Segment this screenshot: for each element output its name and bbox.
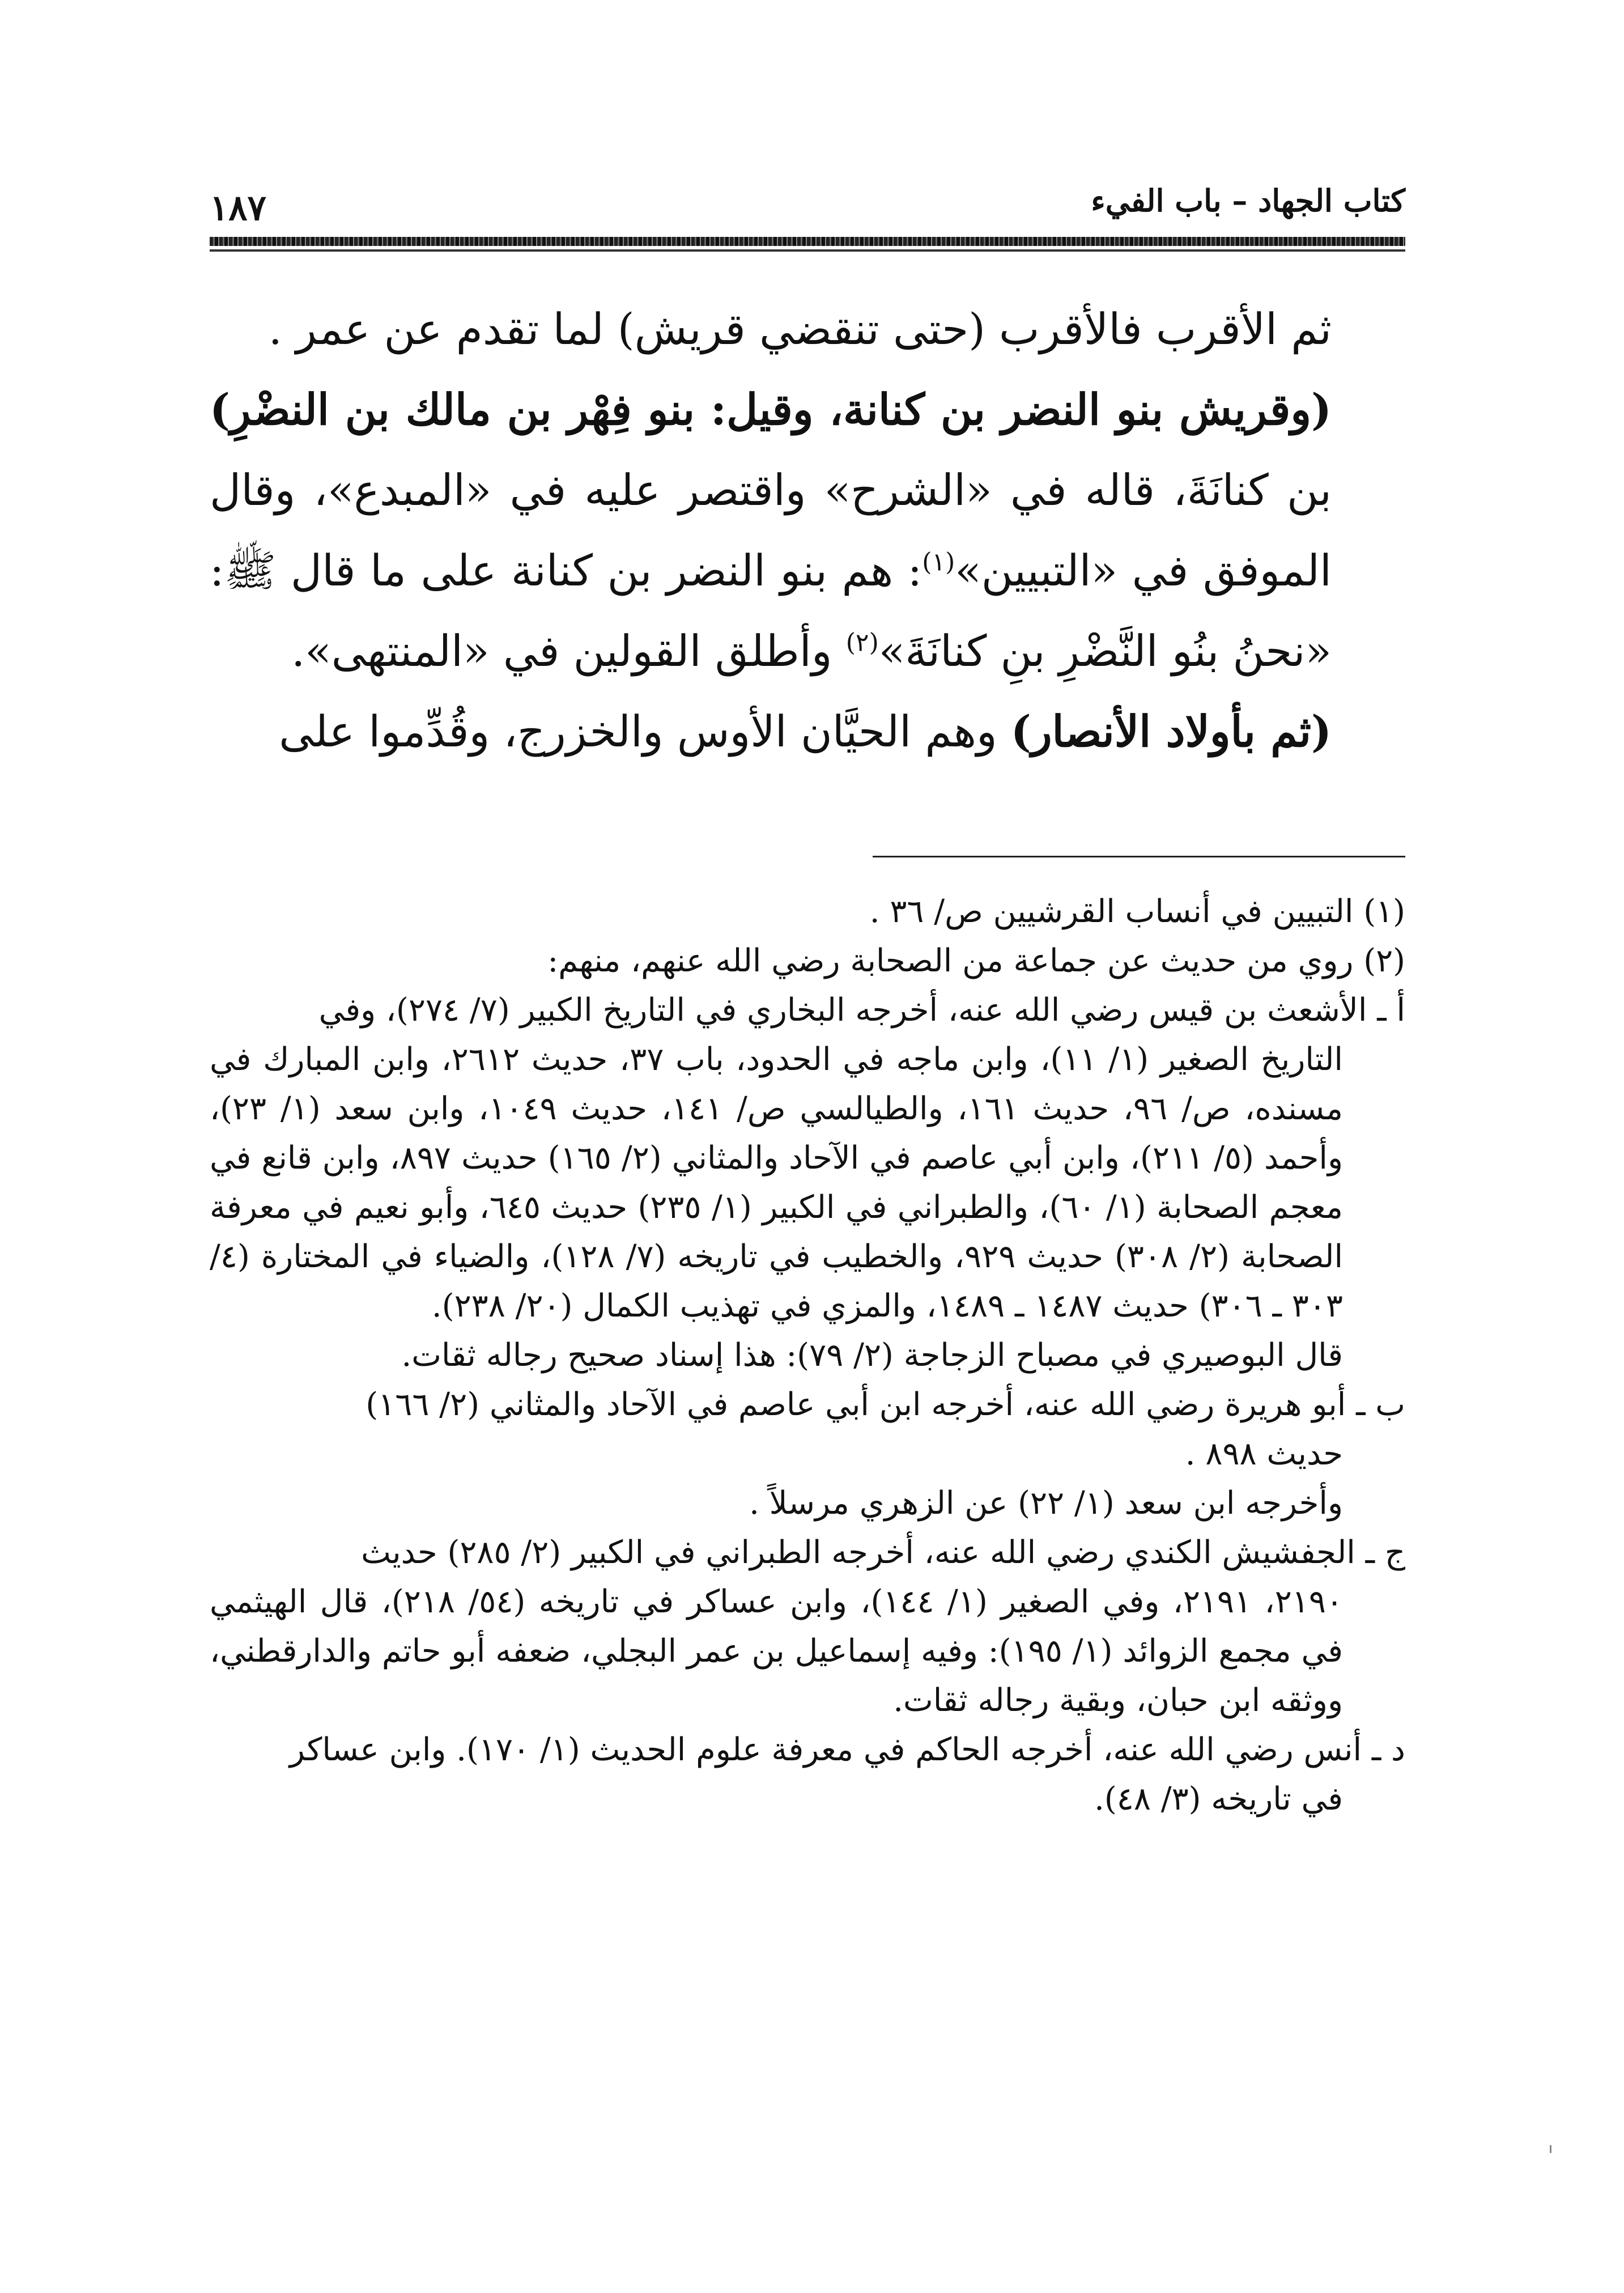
footnote-1: (١) التبيين في أنساب القرشيين ص/ ٣٦ .: [869, 893, 1405, 930]
paragraph-2-bold: (وقريش بنو النضر بن كنانة، وقيل: بنو فِهْر بن مالك بن النضْرِ): [210, 384, 1332, 435]
footnote-2-c-head: ج ـ الجفشيش الكندي رضي الله عنه، أخرجه الطبراني في الكبير (٢/ ٢٨٥) حديث: [361, 1534, 1405, 1571]
paragraph-2: [210, 370, 1405, 691]
footnotes: [210, 887, 1405, 1824]
header-divider-thin: [210, 249, 1405, 252]
footnote-2-d-head: د ـ أنس رضي الله عنه، أخرجه الحاكم في معرفة علوم الحديث (١/ ١٧٠). وابن عساكر: [289, 1731, 1405, 1768]
page-header: [210, 170, 1405, 244]
footnote-ref-1[interactable]: (١): [922, 547, 955, 577]
footnote-2-a-note: قال البوصيري في مصباح الزجاجة (٢/ ٧٩): هذا إسناد صحيح رجاله ثقات.: [401, 1337, 1343, 1374]
paragraph-2-text-b: : هم بنو النضر بن كنانة على ما قال ﷺ: «نحنُ بنُو النَّضْرِ بنِ كنانَةَ»: [210, 545, 1332, 676]
paragraph-3-bold: (ثم بأولاد الأنصار): [1010, 706, 1332, 757]
footnote-separator: [873, 856, 1405, 857]
paragraph-1: ثم الأقرب فالأقرب (حتى تنقضي قريش) لما تقدم عن عمر .: [268, 304, 1332, 354]
footnote-2-a-head: أ ـ الأشعث بن قيس رضي الله عنه، أخرجه البخاري في التاريخ الكبير (٧/ ٢٧٤)، وفي: [318, 992, 1405, 1029]
footnote-2: (٢) روي من حديث عن جماعة من الصحابة رضي الله عنهم، منهم:: [547, 942, 1405, 979]
page-number: ١٨٧: [210, 187, 266, 228]
chapter-title: كتاب الجهاد – باب الفيء: [1091, 182, 1405, 219]
book-page: [210, 170, 1405, 2210]
scan-margin-mark: [1550, 2145, 1551, 2153]
paragraph-2-text-c: وأطلق القولين في «المنتهى».: [291, 626, 846, 676]
paragraph-3: [210, 691, 1405, 772]
footnote-2-d-body: في تاريخه (٣/ ٤٨).: [1094, 1781, 1343, 1818]
footnote-2-b-body: حديث ٨٩٨ .: [1185, 1436, 1343, 1472]
footnote-2-b-head: ب ـ أبو هريرة رضي الله عنه، أخرجه ابن أبي عاصم في الآحاد والمثاني (٢/ ١٦٦): [365, 1386, 1405, 1423]
footnote-2-b-note: وأخرجه ابن سعد (١/ ٢٢) عن الزهري مرسلاً .: [749, 1485, 1343, 1522]
main-body-text: [210, 289, 1405, 772]
header-divider: [210, 237, 1405, 246]
paragraph-2-text-a: بن كنانَةَ، قاله في «الشرح» واقتصر عليه في «المبدع»، وقال الموفق في «التبيين»: [210, 465, 1332, 596]
footnote-2-c-body: ٢١٩٠، ٢١٩١، وفي الصغير (١/ ١٤٤)، وابن عساكر في تاريخه (٥٤/ ٢١٨)، قال الهيثمي في مجمع الزوائد (١/ ١٩٥): وفيه إسماعيل بن عمر البجلي، ضعفه أبو حاتم والدارقطني، ووثقه ابن حبان، وبقية رجاله ثقات.: [210, 1583, 1344, 1719]
footnote-2-a-body: التاريخ الصغير (١/ ١١)، وابن ماجه في الحدود، باب ٣٧، حديث ٢٦١٢، وابن المبارك في مسنده، ص/ ٩٦، حديث ١٦١، والطيالسي ص/ ١٤١، حديث ١٠٤٩، وابن سعد (١/ ٢٣)، وأحمد (٥/ ٢١١)، وابن أبي عاصم في الآحاد والمثاني (٢/ ١٦٥) حديث ٨٩٧، وابن قانع في معجم الصحابة (١/ ٦٠)، والطبراني في الكبير (١/ ٢٣٥) حديث ٦٤٥، وأبو نعيم في معرفة الصحابة (٢/ ٣٠٨) حديث ٩٢٩، والخطيب في تاريخه (٧/ ١٢٨)، والضياء في المختارة (٤/ ٣٠٣ ـ ٣٠٦) حديث ١٤٨٧ ـ ١٤٨٩، والمزي في تهذيب الكمال (٢٠/ ٢٣٨).: [210, 1041, 1344, 1324]
paragraph-3-text: وهم الحيَّان الأوس والخزرج، وقُدِّموا على: [279, 706, 1011, 757]
footnote-ref-2[interactable]: (٢): [845, 628, 879, 657]
